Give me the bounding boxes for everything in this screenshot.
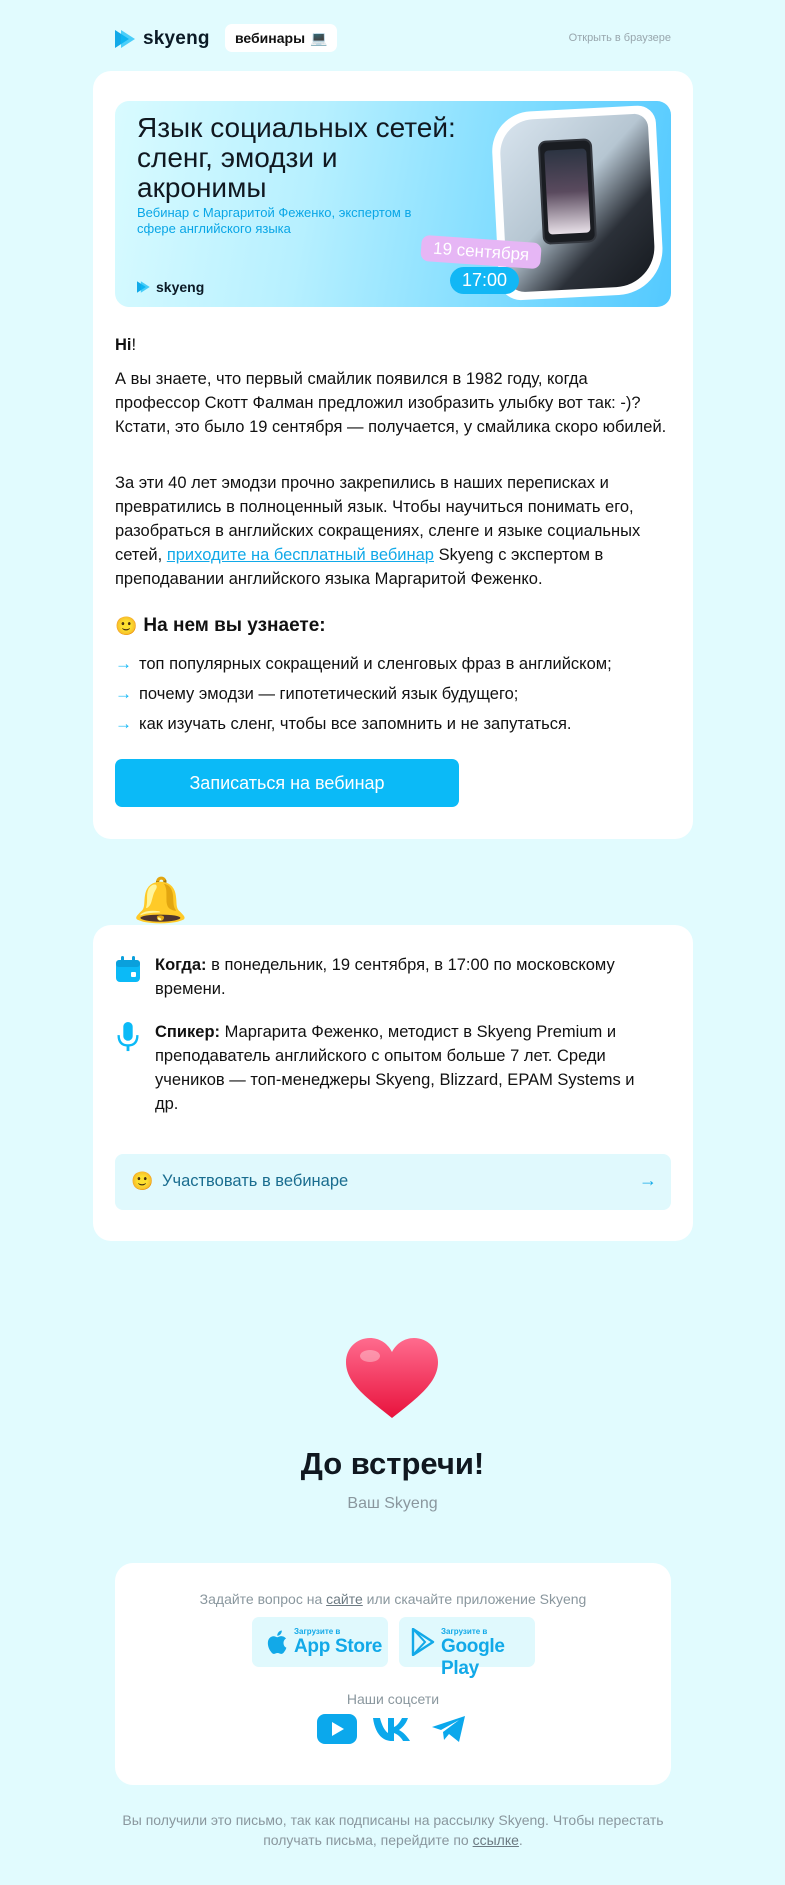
farewell-title: До встречи! (300, 1446, 485, 1481)
participate-label: Участвовать в вебинаре (162, 1172, 349, 1190)
telegram-icon (431, 1715, 467, 1743)
intro-paragraph-2-after: Skyeng с экспертом в преподавании английского языка Маргаритой Феженко. (115, 546, 604, 588)
intro-paragraph-2-before: За эти 40 лет эмодзи прочно закрепились в наших переписках и превратились в полноценный язык. Чтобы научиться понимать его, разобраться в английских сокращениях, сленге и языке социальных сетей, (115, 474, 641, 564)
calendar-icon (115, 955, 141, 985)
open-in-browser-link[interactable]: Открыть в браузере (568, 32, 671, 44)
app-store-small: Загрузите в (294, 1627, 341, 1636)
brand-name: skyeng (143, 28, 210, 49)
list-item (115, 679, 671, 709)
greeting-name: Hi (115, 336, 132, 354)
socials-row (115, 1713, 671, 1745)
webinar-card (93, 71, 693, 839)
skyeng-play-icon (137, 281, 151, 293)
vk-icon (372, 1716, 414, 1742)
arrow-right-icon: → (115, 684, 132, 703)
unsubscribe-link[interactable]: ссылке (472, 1832, 519, 1848)
banner-title: Язык социальных сетей: сленг, эмодзи и акронимы (137, 112, 456, 203)
list-item-text: топ популярных сокращений и сленговых фраз в английском; (139, 654, 612, 673)
email-header (115, 24, 671, 54)
google-play-small: Загрузите в (441, 1627, 488, 1636)
google-play-icon (411, 1628, 435, 1656)
youtube-link[interactable] (316, 1713, 358, 1745)
ask-before: Задайте вопрос на (199, 1591, 327, 1607)
when-text (155, 953, 645, 1001)
intro-paragraph-1 (115, 367, 671, 439)
arrow-right-icon: → (639, 1170, 657, 1190)
telegram-link[interactable] (428, 1713, 470, 1745)
banner-subtitle: Вебинар с Маргаритой Феженко, экспертом в сфере английского языка (137, 205, 412, 236)
socials-label: Наши соцсети (346, 1691, 440, 1707)
intro-paragraph-1-text: А вы знаете, что первый смайлик появился в 1982 году, когда профессор Скотт Фалман предложил изобразить улыбку вот так: -)? Кстати, это было 19 сентября — получается, у смайлика скоро юбилей. (115, 370, 667, 436)
unsubscribe-footer (115, 1810, 671, 1850)
speaker-value: Маргарита Феженко, методист в Skyeng Premium и преподаватель английского с опытом больше 7 лет. Среди учеников — топ-менеджеры Skyeng, Blizzard, EPAM Systems и др. (155, 1023, 635, 1113)
laptop-icon: 💻 (310, 29, 328, 46)
google-play-button[interactable] (399, 1617, 535, 1679)
google-play-label: Google Play (441, 1636, 505, 1679)
site-link[interactable]: сайте (326, 1591, 363, 1607)
skyeng-play-icon (115, 30, 137, 48)
register-webinar-button[interactable]: Записаться на вебинар (115, 759, 459, 807)
skyeng-logo[interactable] (115, 27, 210, 51)
youtube-icon (317, 1714, 357, 1744)
greeting (115, 333, 671, 357)
banner-brand: skyeng (156, 279, 205, 295)
participate-webinar-button[interactable] (115, 1154, 671, 1210)
arrow-right-icon: → (115, 714, 132, 733)
ask-after: или скачайте приложение Skyeng (362, 1591, 587, 1607)
when-value: в понедельник, 19 сентября, в 17:00 по московскому времени. (155, 956, 615, 998)
contacts-card (115, 1563, 671, 1785)
apple-icon (264, 1628, 288, 1656)
when-label: Когда: (155, 956, 207, 974)
heart-icon (344, 1336, 440, 1420)
details-card (93, 925, 693, 1241)
learn-list (115, 649, 671, 739)
learn-heading (115, 615, 326, 637)
signature: Ваш Skyeng (347, 1495, 438, 1512)
webinars-badge-label: вебинары (235, 30, 306, 46)
free-webinar-link[interactable]: приходите на бесплатный вебинар (166, 546, 434, 564)
list-item (115, 709, 671, 739)
arrow-right-icon: → (115, 654, 132, 673)
webinars-badge (225, 24, 337, 52)
banner-time: 17:00 (450, 267, 519, 294)
webinar-banner[interactable] (115, 101, 671, 307)
speaker-text (155, 1020, 645, 1116)
list-item (115, 649, 671, 679)
footer-text: Вы получили это письмо, так как подписаны на рассылку Skyeng. Чтобы перестать получать письма, перейдите по (122, 1812, 664, 1848)
smile-emoji-icon: 🙂 (131, 1171, 154, 1191)
ask-question-text (115, 1591, 671, 1607)
greeting-mark: ! (131, 336, 137, 354)
bell-icon: 🔔 (133, 876, 188, 925)
app-store-button[interactable] (252, 1617, 388, 1667)
list-item-text: почему эмодзи — гипотетический язык будущего; (139, 684, 519, 703)
intro-paragraph-2 (115, 471, 671, 591)
speaker-label: Спикер: (155, 1023, 221, 1041)
footer-end: . (518, 1832, 523, 1848)
learn-heading-text: На нем вы узнаете: (143, 615, 326, 636)
app-store-label: App Store (294, 1636, 383, 1657)
vk-link[interactable] (372, 1713, 414, 1745)
phone-image (538, 138, 597, 245)
banner-logo (137, 279, 204, 295)
microphone-icon (115, 1022, 141, 1052)
list-item-text: как изучать сленг, чтобы все запомнить и не запутаться. (139, 714, 572, 733)
smile-emoji-icon: 🙂 (115, 615, 138, 636)
banner-date: 19 сентября (420, 235, 542, 269)
